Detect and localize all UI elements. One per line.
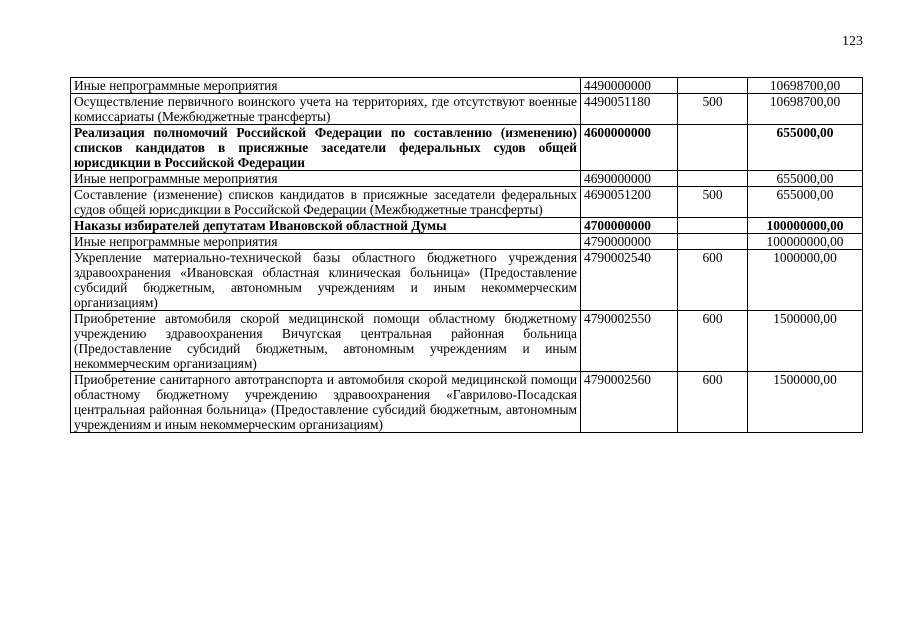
row-name-cell: Составление (изменение) списков кандидатов в присяжные заседатели федеральных судов общей юрисдикции в Российской Федерации (Межбюджетные трансферты) bbox=[71, 187, 581, 218]
row-sum-cell: 10698700,00 bbox=[748, 94, 863, 125]
table-row bbox=[71, 94, 863, 125]
row-sum-cell: 655000,00 bbox=[748, 171, 863, 187]
budget-table-body bbox=[71, 78, 863, 433]
table-row bbox=[71, 78, 863, 94]
row-code-cell: 4690000000 bbox=[581, 171, 678, 187]
row-name-cell: Иные непрограммные мероприятия bbox=[71, 78, 581, 94]
table-row bbox=[71, 187, 863, 218]
row-code-cell: 4490051180 bbox=[581, 94, 678, 125]
row-code-cell: 4790002550 bbox=[581, 311, 678, 372]
row-type-cell bbox=[678, 171, 748, 187]
row-code-cell: 4700000000 bbox=[581, 218, 678, 234]
row-name-cell: Реализация полномочий Российской Федерации по составлению (изменению) списков кандидатов в присяжные заседатели федеральных судов общей юрисдикции в Российской Федерации bbox=[71, 125, 581, 171]
table-row bbox=[71, 125, 863, 171]
row-code-cell: 4790002560 bbox=[581, 372, 678, 433]
row-type-cell bbox=[678, 125, 748, 171]
budget-table bbox=[70, 77, 863, 433]
row-type-cell: 500 bbox=[678, 94, 748, 125]
row-code-cell: 4690051200 bbox=[581, 187, 678, 218]
page-number: 123 bbox=[842, 34, 863, 49]
row-name-cell: Осуществление первичного воинского учета на территориях, где отсутствуют военные комиссариаты (Межбюджетные трансферты) bbox=[71, 94, 581, 125]
table-row bbox=[71, 372, 863, 433]
row-sum-cell: 100000000,00 bbox=[748, 218, 863, 234]
row-name-cell: Укрепление материально-технической базы областного бюджетного учреждения здравоохранения «Ивановская областная клиническая больница» (Предоставление субсидий бюджетным, автономным учреждениям и иным некоммерческим организациям) bbox=[71, 250, 581, 311]
row-code-cell: 4790000000 bbox=[581, 234, 678, 250]
row-code-cell: 4600000000 bbox=[581, 125, 678, 171]
row-name-cell: Иные непрограммные мероприятия bbox=[71, 171, 581, 187]
row-name-cell: Приобретение санитарного автотранспорта и автомобиля скорой медицинской помощи областному бюджетному учреждению здравоохранения «Гаврилово-Посадская центральная районная больница» (Предоставление субсидий бюджетным, автономным учреждениям и иным некоммерческим организациям) bbox=[71, 372, 581, 433]
row-name-cell: Иные непрограммные мероприятия bbox=[71, 234, 581, 250]
row-name-cell: Приобретение автомобиля скорой медицинской помощи областному бюджетному учреждению здравоохранения Вичугская центральная районная больница (Предоставление субсидий бюджетным, автономным учреждениям и иным некоммерческим организациям) bbox=[71, 311, 581, 372]
row-type-cell bbox=[678, 78, 748, 94]
table-row bbox=[71, 171, 863, 187]
row-sum-cell: 1500000,00 bbox=[748, 372, 863, 433]
row-sum-cell: 655000,00 bbox=[748, 187, 863, 218]
row-sum-cell: 1500000,00 bbox=[748, 311, 863, 372]
table-row bbox=[71, 218, 863, 234]
row-code-cell: 4490000000 bbox=[581, 78, 678, 94]
row-sum-cell: 1000000,00 bbox=[748, 250, 863, 311]
row-code-cell: 4790002540 bbox=[581, 250, 678, 311]
row-type-cell bbox=[678, 218, 748, 234]
row-type-cell: 500 bbox=[678, 187, 748, 218]
table-row bbox=[71, 311, 863, 372]
table-row bbox=[71, 234, 863, 250]
table-row bbox=[71, 250, 863, 311]
row-type-cell bbox=[678, 234, 748, 250]
row-sum-cell: 100000000,00 bbox=[748, 234, 863, 250]
row-name-cell: Наказы избирателей депутатам Ивановской областной Думы bbox=[71, 218, 581, 234]
row-type-cell: 600 bbox=[678, 311, 748, 372]
row-type-cell: 600 bbox=[678, 250, 748, 311]
row-sum-cell: 655000,00 bbox=[748, 125, 863, 171]
row-sum-cell: 10698700,00 bbox=[748, 78, 863, 94]
row-type-cell: 600 bbox=[678, 372, 748, 433]
